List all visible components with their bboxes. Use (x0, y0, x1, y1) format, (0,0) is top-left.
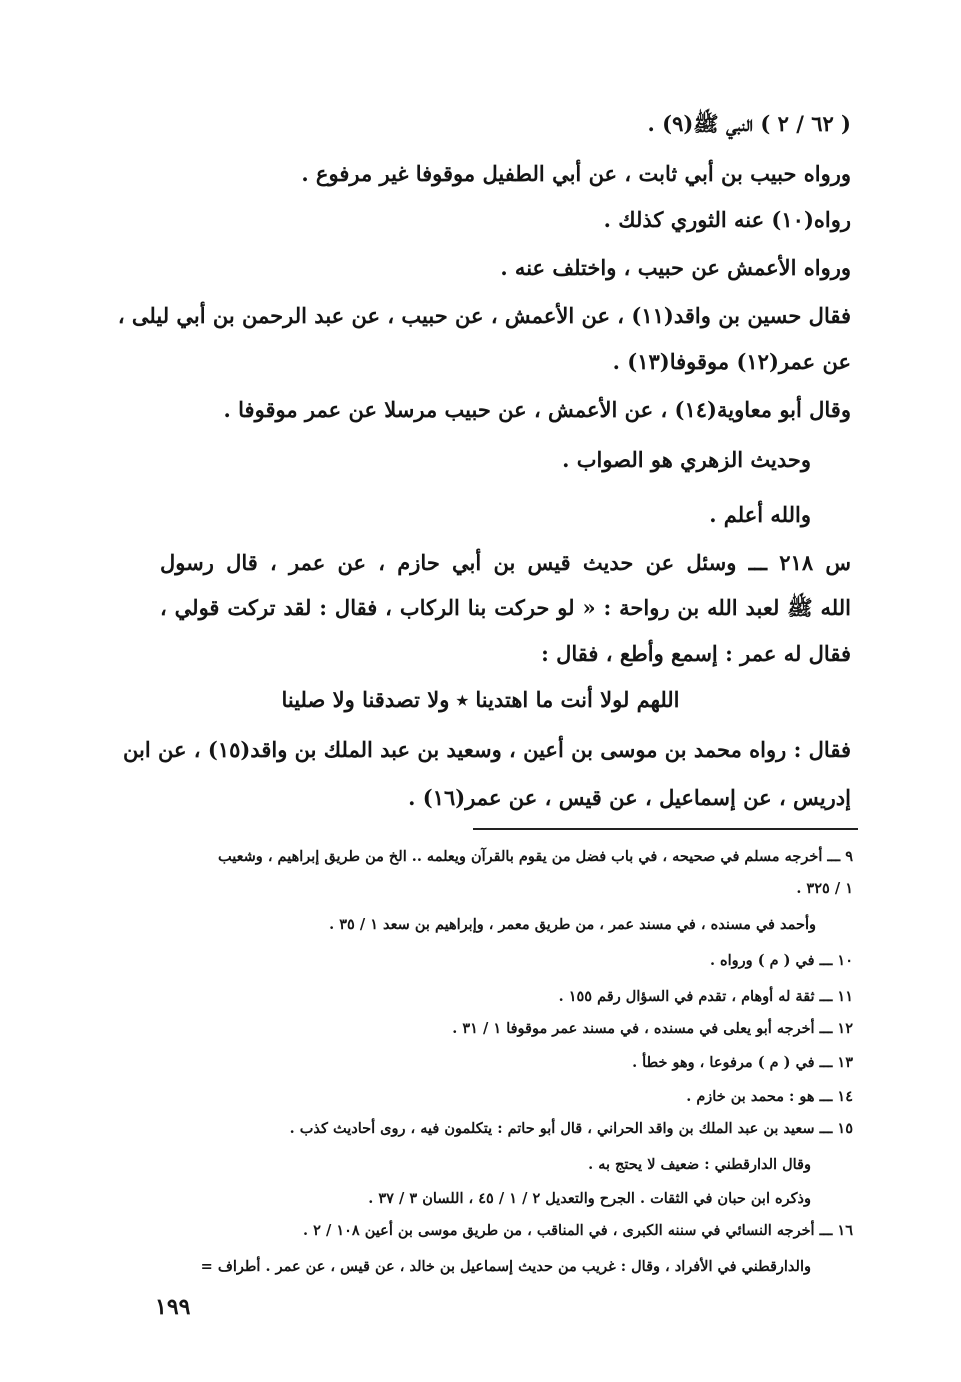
footnote-line: والدارقطني في الأفراد ، وقال : غريب من حديث إسماعيل بن خالد ، عن قيس ، عن عمر . أطراف = (200, 1258, 811, 1275)
question-heading: س ٢١٨ ـــ وسئل عن حديث قيس بن أبي حازم ، عن عمر ، قال رسول (160, 550, 851, 575)
footnote-line: ١٠ ـــ في ( م ) ورواه . (709, 952, 853, 969)
text-line: وحديث الزهري هو الصواب . (562, 447, 811, 472)
text-line: فقال له عمر : إسمع وأطع ، فقال : (541, 641, 851, 666)
text-line: والله أعلم . (709, 502, 811, 527)
footnote-line: ١٦ ـــ أخرجه النسائي في سننه الكبرى ، في المناقب ، من طريق موسى بن أعين ١٠٨ / ٢ . (303, 1222, 853, 1239)
text-line: فقال : رواه محمد بن موسى بن أعين ، وسعيد بن عبد الملك بن واقد(١٥) ، عن ابن (122, 737, 851, 762)
text-line: الله ﷺ لعبد الله بن رواحة : « لو حركت بنا الركاب ، فقال : لقد تركت قولي ، (160, 595, 851, 620)
text-line: ( ٦٢ / ٢ ) النبي ﷺ(٩) . (647, 111, 851, 136)
footnote-line: ١٢ ـــ أخرجه أبو يعلى في مسنده ، في مسند عمر موقوفا ١ / ٣١ . (452, 1020, 853, 1037)
footnote-line: ١٥ ـــ سعيد بن عبد الملك بن واقد الحراني ، قال أبو حاتم : يتكلمون فيه ، روى أحاديث كذب . (289, 1120, 853, 1137)
text-line: ورواه الأعمش عن حبيب ، واختلف عنه . (500, 255, 851, 280)
footnote-line: ١١ ـــ ثقة له أوهام ، تقدم في السؤال رقم ١٥٥ . (558, 988, 853, 1005)
footnote-line: ٩ ـــ أخرجه مسلم في صحيحه ، في باب فضل من يقوم بالقرآن ويعلمه .. الخ من طريق إبراهيم ، وشعيب (218, 848, 853, 865)
text-line: رواه(١٠) عنه الثوري كذلك . (603, 207, 851, 232)
footnote-separator (473, 828, 858, 830)
footnote-line: ١٤ ـــ هو : محمد بن خازم . (686, 1088, 853, 1105)
text-line: ورواه حبيب بن أبي ثابت ، عن أبي الطفيل موقوفا غير مرفوع . (301, 161, 851, 186)
page-number: ١٩٩ (155, 1294, 191, 1320)
footnote-line: وقال الدارقطني : ضعيف لا يحتج به . (588, 1156, 811, 1173)
footnote-line: وذكره ابن حبان في الثقات . الجرح والتعديل ٢ / ١ / ٤٥ ، اللسان ٣ / ٣٧ . (368, 1190, 811, 1207)
footnote-line: ١ / ٣٢٥ . (796, 880, 853, 897)
text-line: فقال حسين بن واقد(١١) ، عن الأعمش ، عن حبيب ، عن عبد الرحمن بن أبي ليلى ، (117, 303, 851, 328)
poetry-verse: اللهم لولا أنت ما اهتدينا ٭ ولا تصدقنا ولا صلينا (281, 687, 680, 712)
text-line: وقال أبو معاوية(١٤) ، عن الأعمش ، عن حبيب مرسلا عن عمر موقوفا . (223, 397, 851, 422)
footnote-line: ١٣ ـــ في ( م ) مرفوعا ، وهو خطأ . (632, 1054, 853, 1071)
footnote-line: وأحمد في مسنده ، في مسند عمر ، من طريق معمر ، وإبراهيم بن سعد ١ / ٣٥ . (329, 916, 816, 933)
text-line: عن عمر(١٢) موقوفا(١٣) . (612, 349, 851, 374)
text-line: إدريس ، عن إسماعيل ، عن قيس ، عن عمر(١٦) . (408, 785, 851, 810)
